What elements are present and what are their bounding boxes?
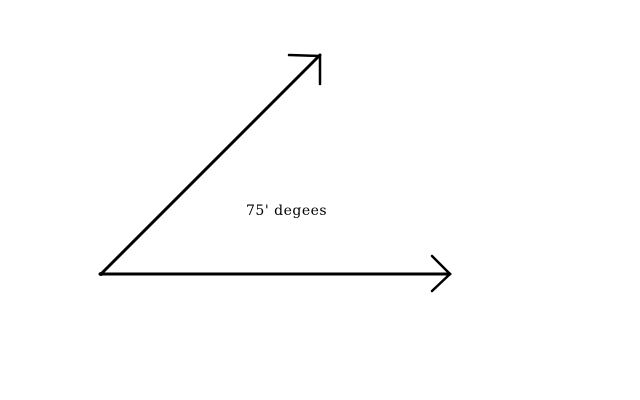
vertex-point: [99, 272, 103, 276]
angle-label: 75' degees: [246, 203, 328, 219]
